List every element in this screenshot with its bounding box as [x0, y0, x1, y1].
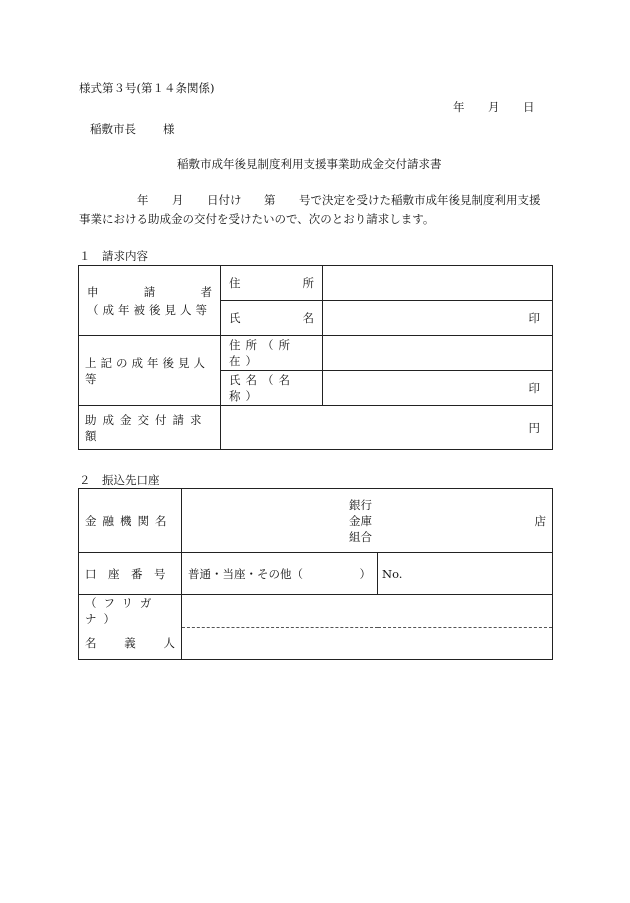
applicant-address-input[interactable]	[323, 266, 553, 301]
type-shinkin: 金庫	[349, 514, 372, 528]
furigana-input[interactable]	[182, 595, 553, 628]
date-year: 年	[453, 100, 465, 114]
addressee-title: 様	[163, 122, 175, 136]
type-bank: 銀行	[349, 498, 372, 512]
guardian-address-input[interactable]	[323, 336, 553, 371]
furigana-label: （フリガナ）	[79, 595, 182, 628]
bank-table	[78, 488, 553, 660]
applicant-sub-label: （成年被後見人等	[87, 302, 211, 317]
intro-year: 年	[137, 193, 149, 207]
applicant-label: 申 請 者	[87, 284, 212, 299]
applicant-seal: 印	[528, 311, 540, 325]
institution-label: 金融機関名	[79, 489, 182, 553]
holder-input[interactable]	[182, 627, 553, 659]
guardian-address-label: 住所（所在）	[221, 336, 323, 371]
amount-label: 助成金交付請求額	[79, 406, 221, 450]
intro-text-1: 号で決定を受けた稲敷市成年後見制度利用支援	[299, 193, 541, 207]
section1-heading: 請求内容	[102, 249, 148, 263]
section1-number: １	[79, 249, 91, 263]
section2-number: ２	[79, 473, 91, 487]
intro-text-2: 事業における助成金の交付を受けたいので、次のとおり請求します。	[79, 212, 435, 226]
intro-dated: 日付け	[207, 193, 242, 207]
form-number: 様式第３号(第１４条関係)	[79, 81, 215, 95]
date-day: 日	[523, 100, 535, 114]
request-table	[78, 265, 553, 450]
account-no-label: No.	[382, 566, 403, 581]
amount-input[interactable]	[221, 406, 553, 450]
account-type-input[interactable]	[182, 553, 378, 595]
section2-heading: 振込先口座	[102, 473, 160, 487]
applicant-address-label: 住 所	[229, 276, 314, 290]
institution-types	[349, 497, 372, 545]
applicant-name-label: 氏 名	[229, 311, 314, 325]
applicant-name-label-cell	[221, 301, 323, 336]
account-types: 普通・当座・その他（	[188, 566, 303, 581]
date-month: 月	[488, 100, 500, 114]
applicant-label-cell	[79, 266, 221, 336]
intro-month: 月	[172, 193, 184, 207]
type-kumiai: 組合	[349, 530, 372, 544]
branch-suffix: 店	[534, 514, 546, 528]
account-label: 口 座 番 号	[79, 553, 182, 595]
guardian-label: 上記の成年後見人等	[79, 336, 221, 406]
applicant-address-label-cell	[221, 266, 323, 301]
document-title: 稲敷市成年後見制度利用支援事業助成金交付請求書	[177, 157, 442, 171]
intro-dai: 第	[264, 193, 276, 207]
amount-unit: 円	[528, 420, 540, 435]
addressee: 稲敷市長	[90, 122, 136, 136]
guardian-seal: 印	[528, 381, 540, 395]
applicant-name-input[interactable]	[323, 301, 553, 336]
account-types-close: ）	[359, 566, 371, 581]
guardian-name-input[interactable]	[323, 371, 553, 406]
institution-input[interactable]	[182, 489, 553, 553]
holder-label-cell	[79, 627, 182, 659]
holder-label: 名 義 人	[85, 635, 175, 650]
account-number-input[interactable]	[378, 553, 553, 595]
guardian-name-label: 氏名（名称）	[221, 371, 323, 406]
